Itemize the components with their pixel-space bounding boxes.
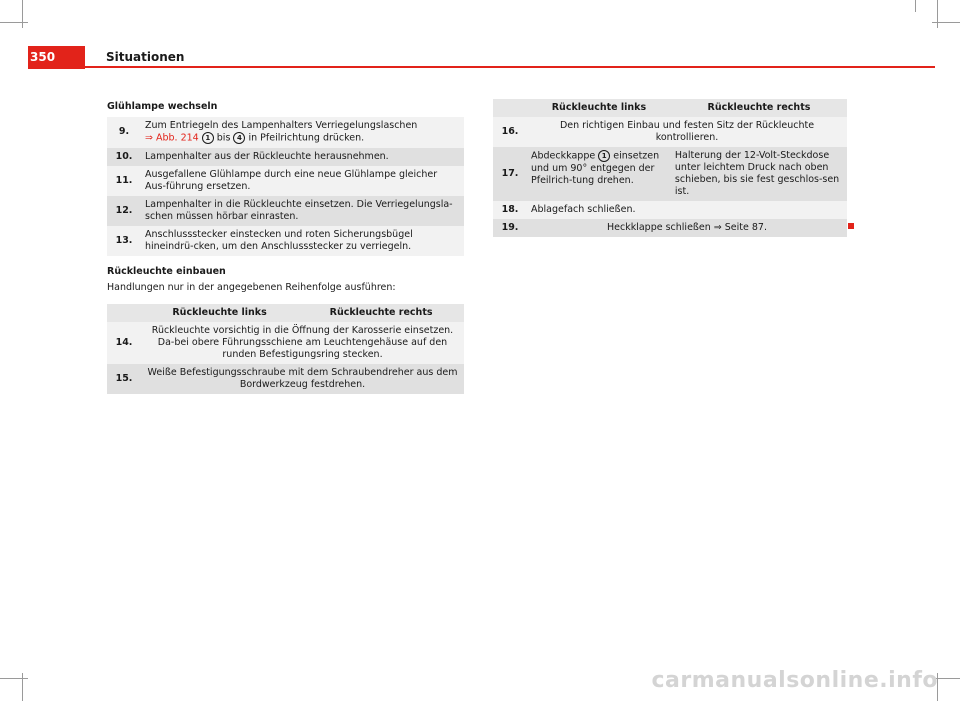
crop-mark xyxy=(22,673,23,701)
table-header-row xyxy=(493,99,847,117)
header-blank xyxy=(493,99,527,117)
header-rule xyxy=(85,66,935,68)
table-header-row xyxy=(107,304,464,322)
header-right: Rückleuchte rechts xyxy=(298,304,464,322)
watermark: carmanualsonline.info xyxy=(651,668,938,693)
step-number: 15. xyxy=(107,364,141,394)
callout-number: 1 xyxy=(202,132,214,144)
section-heading-einbauen: Rückleuchte einbauen xyxy=(107,266,226,277)
section-end-marker xyxy=(848,214,854,233)
step-text-part: in Pfeilrichtung drücken. xyxy=(248,132,365,144)
table-row xyxy=(493,201,847,219)
crop-mark xyxy=(937,0,938,28)
step-number: 9. xyxy=(107,117,141,148)
crop-mark xyxy=(0,22,28,23)
step-text: Weiße Befestigungsschraube mit dem Schraubendreher aus dem Bordwerkzeug festdrehen. xyxy=(141,364,464,394)
step-text-left xyxy=(527,147,671,201)
table-row xyxy=(107,364,464,394)
callout-number: 4 xyxy=(233,132,245,144)
table-row xyxy=(107,166,464,196)
step-number: 13. xyxy=(107,226,141,256)
page-title: Situationen xyxy=(106,50,185,64)
steps-table-right xyxy=(493,99,847,237)
step-text-part: Zum Entriegeln des Lampenhalters Verriegelungslaschen xyxy=(145,120,418,131)
step-number: 12. xyxy=(107,196,141,226)
table-row xyxy=(107,196,464,226)
table-row xyxy=(493,117,847,147)
step-number: 11. xyxy=(107,166,141,196)
end-square-icon xyxy=(848,223,854,229)
step-text-part: bis xyxy=(216,132,231,144)
table-row xyxy=(107,148,464,166)
header-left: Rückleuchte links xyxy=(141,304,298,322)
crop-mark xyxy=(22,0,23,28)
header-right: Rückleuchte rechts xyxy=(671,99,847,117)
step-text: Ablagefach schließen. xyxy=(527,201,847,219)
step-text: Lampenhalter aus der Rückleuchte herausnehmen. xyxy=(141,148,464,166)
figure-link[interactable]: ⇒ Abb. 214 xyxy=(145,132,199,144)
crop-mark xyxy=(0,678,28,679)
step-number: 14. xyxy=(107,322,141,364)
step-number: 19. xyxy=(493,219,527,237)
step-text: Den richtigen Einbau und festen Sitz der Rückleuchte kontrollieren. xyxy=(527,117,847,147)
step-number: 10. xyxy=(107,148,141,166)
section-heading-gluehlampe: Glühlampe wechseln xyxy=(107,101,218,112)
step-text-part: einsetzen und um 90° entgegen der Pfeilrich-tung drehen. xyxy=(531,150,660,186)
step-text-part: Abdeckkappe xyxy=(531,150,596,162)
step-text: Anschlussstecker einstecken und roten Sicherungsbügel hineindrü-cken, um den Anschlussstecker zu verriegeln. xyxy=(141,226,464,256)
table-row xyxy=(107,322,464,364)
table-row xyxy=(107,117,464,148)
step-text: Heckklappe schließen ⇒ Seite 87. xyxy=(527,219,847,237)
header-left: Rückleuchte links xyxy=(527,99,671,117)
step-text: Rückleuchte vorsichtig in die Öffnung der Karosserie einsetzen. Da-bei obere Führungsschiene am Leuchtengehäuse auf den runden Befestigungsring stecken. xyxy=(141,322,464,364)
step-text xyxy=(141,117,464,148)
step-number: 16. xyxy=(493,117,527,147)
table-row xyxy=(493,219,847,237)
crop-mark xyxy=(915,0,916,12)
table-row xyxy=(493,147,847,201)
step-number: 17. xyxy=(493,147,527,201)
step-text-right: Halterung der 12-Volt-Steckdose unter leichtem Druck nach oben schieben, bis sie fest geschlos-sen ist. xyxy=(671,147,847,201)
callout-number: 1 xyxy=(598,150,610,162)
table-row xyxy=(107,226,464,256)
intro-text: Handlungen nur in der angegebenen Reihenfolge ausführen: xyxy=(107,282,396,293)
step-number: 18. xyxy=(493,201,527,219)
steps-table-bulb xyxy=(107,117,464,256)
page-number: 350 xyxy=(30,50,56,64)
header-blank xyxy=(107,304,141,322)
step-text: Ausgefallene Glühlampe durch eine neue Glühlampe gleicher Aus-führung ersetzen. xyxy=(141,166,464,196)
steps-table-install xyxy=(107,304,464,394)
step-text: Lampenhalter in die Rückleuchte einsetzen. Die Verriegelungsla-schen müssen hörbar einrasten. xyxy=(141,196,464,226)
